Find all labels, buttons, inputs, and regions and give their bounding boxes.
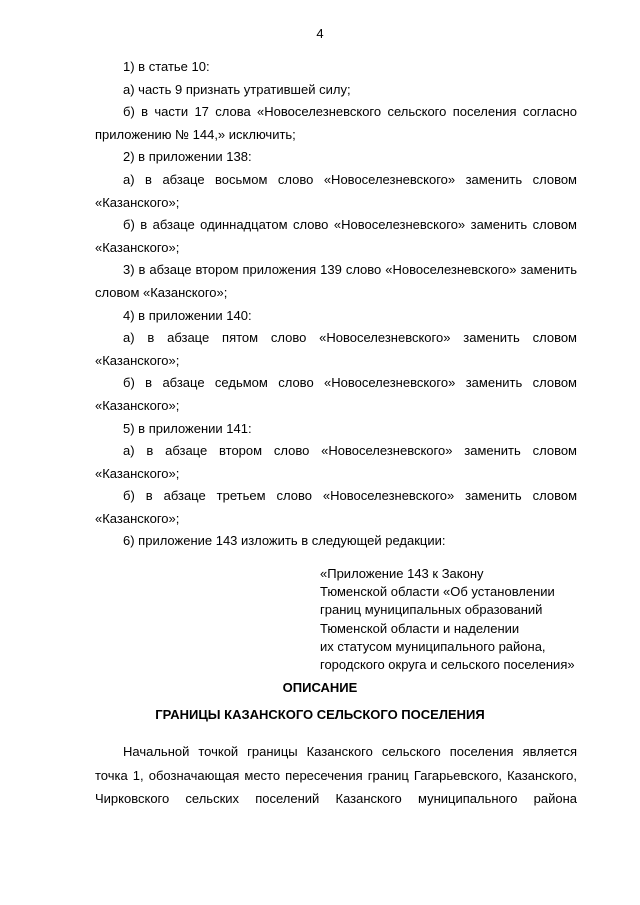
amendment-item: а) в абзаце восьмом слово «Новоселезневского» заменить словом «Казанского»; [95, 171, 577, 210]
amendments-list [95, 56, 577, 553]
amendment-item: 2) в приложении 138: [123, 149, 252, 165]
amendment-item: а) в абзаце втором слово «Новоселезневского» заменить словом «Казанского»; [95, 443, 577, 481]
amendment-item: б) в абзаце одиннадцатом слово «Новоселезневского» заменить словом «Казанского»; [95, 217, 577, 255]
annex-line: городского округа и сельского поселения» [320, 657, 575, 673]
section-heading: ОПИСАНИЕ [282, 680, 358, 695]
amendment-item: 4) в приложении 140: [123, 307, 252, 323]
annex-line: границ муниципальных образований [320, 602, 543, 618]
amendment-item: а) часть 9 признать утратившей силу; [123, 81, 351, 97]
amendment-item: а) в абзаце пятом слово «Новоселезневского» заменить словом «Казанского»; [95, 330, 577, 368]
amendment-item: б) в абзаце седьмом слово «Новоселезневского» заменить словом «Казанского»; [95, 375, 577, 413]
amendment-item: 3) в абзаце втором приложения 139 слово «Новоселезневского» заменить словом «Казанского»; [95, 262, 577, 300]
amendment-item: 5) в приложении 141: [123, 420, 252, 436]
annex-line: их статусом муниципального района, [320, 638, 546, 654]
amendment-item: б) в абзаце третьем слово «Новоселезневского» заменить словом «Казанского»; [95, 488, 577, 526]
section-subheading: ГРАНИЦЫ КАЗАНСКОГО СЕЛЬСКОГО ПОСЕЛЕНИЯ [155, 707, 485, 722]
annex-line: Тюменской области и наделении [320, 620, 520, 636]
description-line: точка 1, обозначающая место пересечения границ Гагарьевского, Казанского, [95, 767, 577, 783]
amendment-item: 1) в статье 10: [123, 59, 210, 74]
boundary-description [95, 740, 577, 811]
amendment-item: 6) приложение 143 изложить в следующей редакции: [123, 533, 446, 549]
description-line: Начальной точкой границы Казанского сельского поселения является [123, 744, 577, 759]
amendment-item: б) в части 17 слова «Новоселезневского сельского поселения согласно приложению № 144,» исключить; [95, 104, 577, 142]
annex-reference [320, 565, 590, 674]
page-number: 4 [316, 26, 324, 41]
annex-line: «Приложение 143 к Закону [320, 566, 484, 581]
description-line: Чирковского сельских поселений Казанского муниципального района [95, 791, 577, 806]
annex-line: Тюменской области «Об установлении [320, 584, 555, 600]
